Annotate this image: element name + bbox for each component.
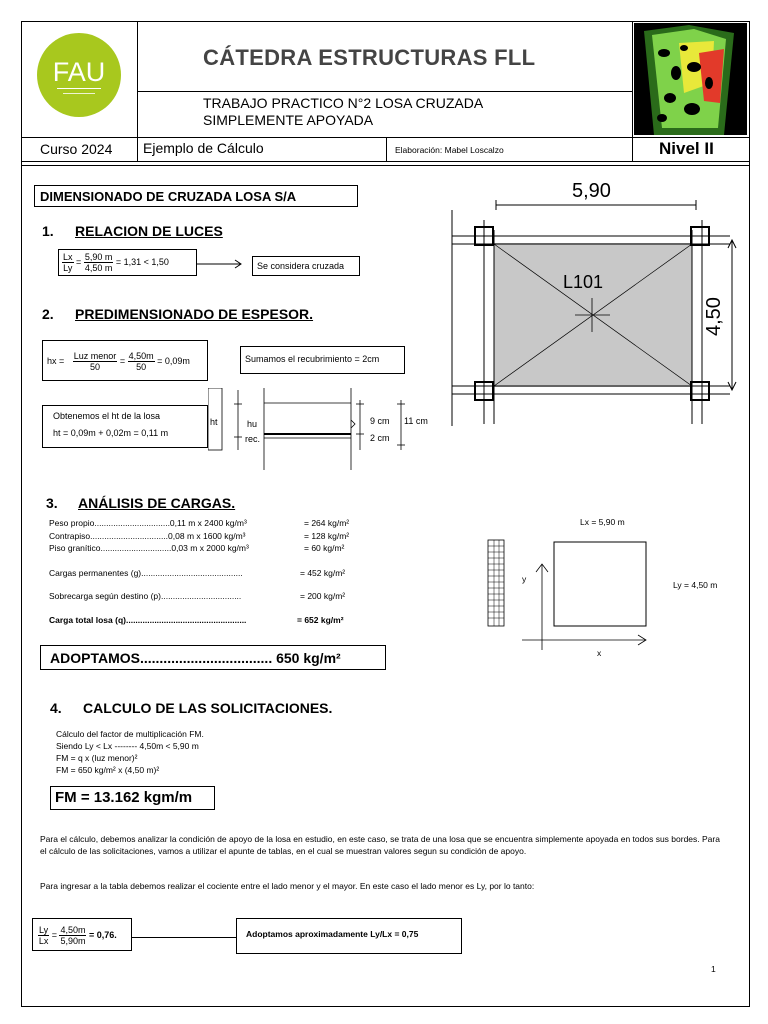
s3-row-2-label: Contrapiso.................................0,08 m x 1600 kg/m³ bbox=[49, 531, 246, 541]
diagram-y: y bbox=[522, 574, 527, 584]
slab-section-drawing bbox=[208, 388, 438, 474]
s3-number: 3. bbox=[46, 495, 58, 511]
s2-ht-line1: Obtenemos el ht de la losa bbox=[53, 411, 161, 421]
fau-logo-text: FAU bbox=[52, 57, 106, 87]
s1-formula bbox=[62, 252, 169, 273]
s2-eq: = bbox=[119, 355, 126, 366]
ratio-connector bbox=[132, 937, 236, 938]
load-diagram bbox=[484, 536, 654, 660]
s3-adopt: ADOPTAMOS.................................. 650 kg/m² bbox=[50, 650, 341, 666]
s3-sobre-label: Sobrecarga según destino (p).................................. bbox=[49, 591, 242, 601]
lbl-11cm: 11 cm bbox=[404, 416, 428, 426]
s1-top: 5,90 m bbox=[84, 252, 113, 262]
s4-line-1: Cálculo del factor de multiplicación FM. bbox=[56, 729, 204, 739]
s1-number: 1. bbox=[42, 223, 54, 239]
s2-50: 50 bbox=[90, 362, 101, 372]
plan-slab-label: L101 bbox=[563, 272, 604, 292]
s2-450: 4,50m bbox=[128, 351, 154, 361]
subtitle-line1: TRABAJO PRACTICO N°2 LOSA CRUZADA bbox=[203, 95, 484, 111]
s3-sobre-value: = 200 kg/m² bbox=[300, 591, 346, 601]
s3-row-3-value: = 60 kg/m² bbox=[304, 543, 345, 553]
ratio-lx: Lx bbox=[38, 936, 49, 946]
s2-recub: Sumamos el recubrimiento = 2cm bbox=[245, 354, 380, 364]
s2-number: 2. bbox=[42, 306, 54, 322]
s1-arrow bbox=[197, 258, 247, 270]
s1-note: Se considera cruzada bbox=[257, 261, 345, 271]
paragraph-2: Para ingresar a la tabla debemos realizar el cociente entre el lado menor y el mayor. En este caso el lado menor es Ly, por lo tanto: bbox=[40, 881, 535, 891]
diagram-x: x bbox=[597, 648, 602, 658]
plan-dim-y: 4,50 bbox=[703, 297, 725, 336]
ratio-eq: = bbox=[51, 929, 57, 940]
level-label: Nivel II bbox=[659, 139, 714, 158]
header-separator bbox=[21, 165, 750, 166]
example-label: Ejemplo de Cálculo bbox=[143, 140, 264, 156]
s4-line-3: FM = q x (luz menor)² bbox=[56, 753, 138, 763]
course-label: Curso 2024 bbox=[40, 141, 113, 157]
s3-perm-label: Cargas permanentes (g)........................................... bbox=[49, 568, 243, 578]
structure-image bbox=[634, 23, 747, 135]
s3-row-1-value: = 264 kg/m² bbox=[304, 518, 350, 528]
page-title: CÁTEDRA ESTRUCTURAS FLL bbox=[203, 45, 536, 70]
plan-dim-x: 5,90 bbox=[572, 180, 611, 202]
s2-luz: Luz menor bbox=[73, 351, 117, 361]
ratio-formula bbox=[38, 925, 117, 946]
s2-res: = 0,09m bbox=[157, 355, 190, 366]
s1-ly: Ly bbox=[63, 263, 73, 273]
s1-title: RELACION DE LUCES bbox=[75, 223, 223, 239]
lbl-9cm: 9 cm bbox=[370, 416, 390, 426]
subtitle-line2: SIMPLEMENTE APOYADA bbox=[203, 112, 374, 128]
s4-fm: FM = 13.162 kgm/m bbox=[55, 789, 193, 806]
author-label: Elaboración: Mabel Loscalzo bbox=[395, 145, 504, 155]
main-title: DIMENSIONADO DE CRUZADA LOSA S/A bbox=[40, 189, 297, 204]
s1-bot: 4,50 m bbox=[84, 263, 113, 273]
paragraph-1: Para el cálculo, debemos analizar la condición de apoyo de la losa en estudio, en este caso, se trata de una losa que se encuentra simplemente apoyada en todos sus bordes. Para el cálculo de las solicitaciones, vamos a utilizar el apunte de tablas, en el cual se muestran valores segun su condición de apoyo. bbox=[40, 834, 720, 856]
lbl-ht: ht bbox=[210, 417, 218, 427]
page-frame bbox=[21, 21, 750, 1007]
lbl-2cm: 2 cm bbox=[370, 433, 390, 443]
s4-line-4: FM = 650 kg/m² x (4,50 m)² bbox=[56, 765, 160, 775]
s1-result: = 1,31 < 1,50 bbox=[115, 256, 169, 267]
lbl-hu: hu bbox=[247, 419, 258, 429]
s2-hx: hx = bbox=[47, 355, 65, 366]
s3-total-label: Carga total losa (q)................................................... bbox=[49, 615, 247, 625]
s3-row-3-label: Piso granítico..............................0,03 m x 2000 kg/m³ bbox=[49, 543, 249, 553]
s3-total-value: = 652 kg/m² bbox=[297, 615, 344, 625]
s3-title: ANÁLISIS DE CARGAS. bbox=[78, 495, 236, 511]
ratio-res: = 0,76. bbox=[89, 929, 117, 940]
s3-row-1-label: Peso propio................................0,11 m x 2400 kg/m³ bbox=[49, 518, 247, 528]
s2-formula bbox=[47, 351, 190, 372]
ratio-top: 4,50m bbox=[60, 925, 86, 935]
s4-number: 4. bbox=[50, 700, 62, 716]
s4-title: CALCULO DE LAS SOLICITACIONES. bbox=[83, 700, 333, 716]
page-number: 1 bbox=[711, 964, 716, 974]
lbl-rec: rec. bbox=[245, 434, 261, 444]
diagram-lx: Lx = 5,90 m bbox=[580, 517, 625, 527]
fau-logo bbox=[37, 33, 121, 117]
s1-eq: = bbox=[76, 256, 82, 267]
s2-50b: 50 bbox=[136, 362, 147, 372]
ratio-bot: 5,90m bbox=[60, 936, 86, 946]
s1-lx: Lx bbox=[63, 252, 73, 262]
ratio-adopt: Adoptamos aproximadamente Ly/Lx = 0,75 bbox=[246, 929, 419, 939]
s3-perm-value: = 452 kg/m² bbox=[300, 568, 346, 578]
s3-row-2-value: = 128 kg/m² bbox=[304, 531, 350, 541]
diagram-ly: Ly = 4,50 m bbox=[673, 580, 718, 590]
s2-title: PREDIMENSIONADO DE ESPESOR. bbox=[75, 306, 314, 322]
ratio-ly: Ly bbox=[39, 925, 49, 935]
s4-line-2: Siendo Ly < Lx -------- 4,50m < 5,90 m bbox=[56, 741, 199, 751]
s2-ht-line2: ht = 0,09m + 0,02m = 0,11 m bbox=[53, 428, 169, 438]
